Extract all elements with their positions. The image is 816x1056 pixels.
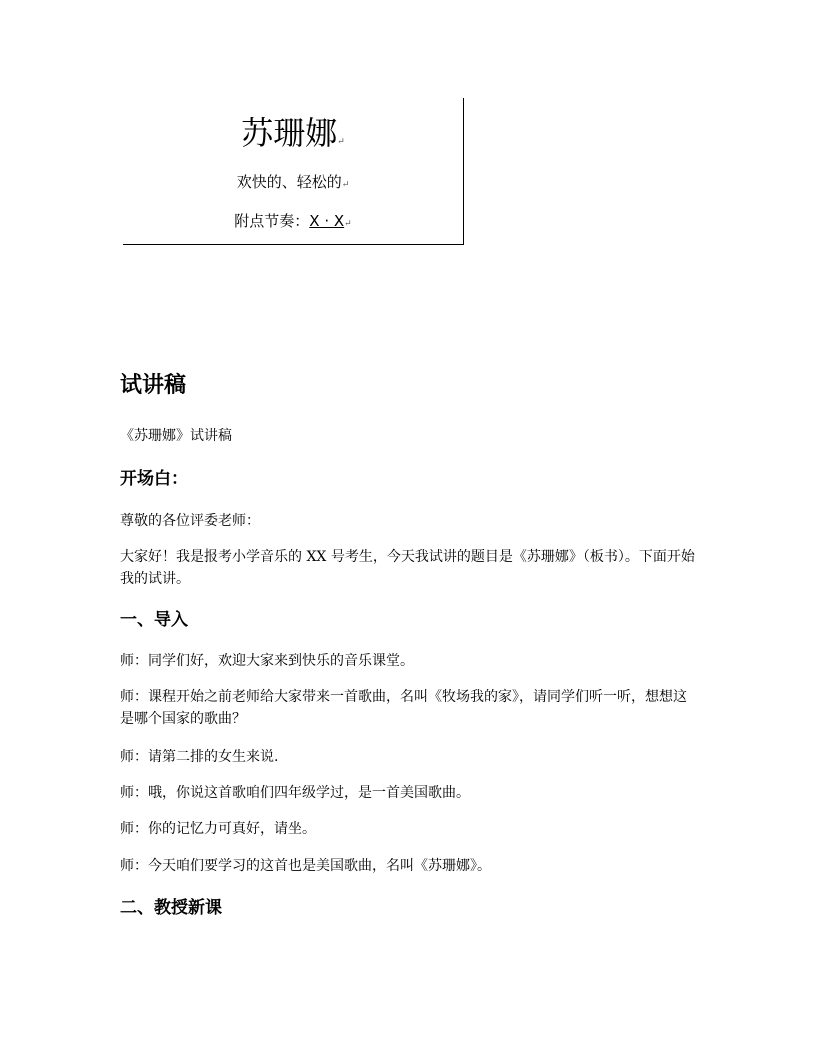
- section2-heading: 二、教授新课: [120, 898, 222, 918]
- doc-heading: 试讲稿: [120, 372, 187, 398]
- intro-paragraph: 大家好！我是报考小学音乐的 XX 号考生，今天我试讲的题目是《苏珊娜》（板书）。下面开始我的试讲。: [120, 549, 695, 587]
- rhythm-notation: X · X: [309, 212, 345, 230]
- paragraph-mark-icon: ↵: [337, 137, 345, 147]
- song-rhythm: 附点节奏：X · X↵: [234, 212, 352, 230]
- dialogue-line: 师：同学们好，欢迎大家来到快乐的音乐课堂。: [120, 653, 414, 669]
- song-title: 苏珊娜↵: [241, 114, 345, 152]
- greeting-text: 尊敬的各位评委老师：: [120, 513, 260, 529]
- dialogue-line: 师：请第二排的女生来说.: [120, 749, 279, 765]
- paragraph-mark-icon: ↵: [344, 219, 352, 229]
- opening-heading: 开场白：: [120, 469, 188, 489]
- dialogue-line: 师：哦，你说这首歌咱们四年级学过，是一首美国歌曲。: [120, 785, 470, 801]
- song-info-box: [123, 98, 464, 245]
- paragraph-mark-icon: ↵: [341, 180, 350, 190]
- dialogue-line: 师：你的记忆力可真好，请坐。: [120, 821, 316, 837]
- song-mood: 欢快的、轻松的↵: [236, 173, 350, 191]
- dialogue-line: 师：今天咱们要学习的这首也是美国歌曲，名叫《苏珊娜》。: [120, 858, 491, 874]
- section1-heading: 一、导入: [120, 610, 188, 630]
- doc-subtitle: 《苏珊娜》试讲稿: [120, 428, 232, 444]
- dialogue-line: 师：课程开始之前老师给大家带来一首歌曲，名叫《牧场我的家》，请同学们听一听，想想这是哪个国家的歌曲？: [120, 689, 687, 727]
